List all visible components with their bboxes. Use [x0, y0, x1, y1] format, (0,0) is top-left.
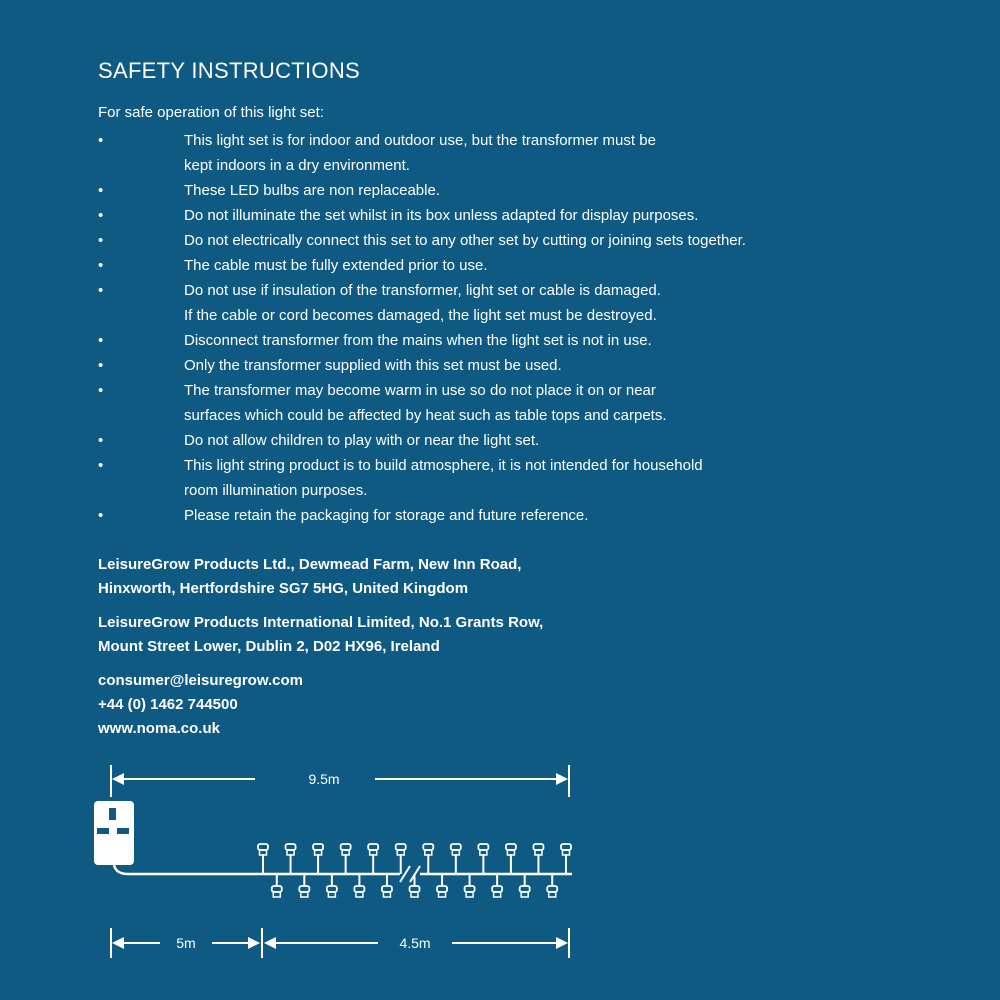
safety-rule-text: The cable must be fully extended prior to use.	[184, 257, 488, 274]
intro-text: For safe operation of this light set:	[98, 104, 324, 121]
total-length-dimension	[111, 765, 569, 797]
contact-phone: +44 (0) 1462 744500	[98, 696, 238, 713]
safety-rule-text: Disconnect transformer from the mains when the light set is not in use.	[184, 332, 652, 349]
safety-rule-text: These LED bulbs are non replaceable.	[184, 182, 440, 199]
led-bulb-icon	[410, 874, 420, 897]
lit-arrow-right-icon	[556, 937, 568, 949]
contact-email: consumer@leisuregrow.com	[98, 672, 303, 689]
led-bulb-icon	[533, 844, 543, 874]
lit-length-label: 4.5m	[399, 935, 431, 951]
arrow-left-icon	[112, 773, 124, 785]
lead-length-label: 5m	[176, 935, 196, 951]
contact-website: www.noma.co.uk	[98, 720, 220, 737]
safety-rule-text: Do not illuminate the set whilst in its box unless adapted for display purposes.	[184, 207, 699, 224]
led-bulb-icon	[478, 844, 488, 874]
bullet-icon: •	[98, 507, 104, 524]
ie-address-line-2: Mount Street Lower, Dublin 2, D02 HX96, Ireland	[98, 638, 440, 655]
led-bulb-icon	[506, 844, 516, 874]
bullet-icon: •	[98, 232, 104, 249]
led-bulb-icon	[423, 844, 433, 874]
led-bulb-icon	[299, 874, 309, 897]
lead-arrow-right-icon	[248, 937, 260, 949]
safety-rule-text: Only the transformer supplied with this set must be used.	[184, 357, 562, 374]
ie-address-line-1: LeisureGrow Products International Limited, No.1 Grants Row,	[98, 614, 544, 631]
led-bulb-icon	[547, 874, 557, 897]
bullet-icon: •	[98, 207, 104, 224]
arrow-right-icon	[556, 773, 568, 785]
lit-arrow-left-icon	[264, 937, 276, 949]
led-bulb-icon	[561, 844, 571, 874]
bullet-icon: •	[98, 182, 104, 199]
total-length-label: 9.5m	[308, 771, 340, 787]
safety-rule-text: Do not allow children to play with or near the light set.	[184, 432, 540, 449]
led-bulb-icon	[465, 874, 475, 897]
bullet-icon: •	[98, 132, 104, 149]
led-bulbs	[258, 844, 571, 897]
safety-rule-text: This light set is for indoor and outdoor use, but the transformer must be kept indoors in a dry environment.	[184, 132, 656, 174]
safety-rule-text: Do not electrically connect this set to any other set by cutting or joining sets together.	[184, 232, 746, 249]
safety-rule-text: Do not use if insulation of the transformer, light set or cable is damaged. If the cable or cord becomes damaged, the light set must be destroyed.	[184, 282, 661, 324]
bullet-icon: •	[98, 282, 104, 299]
led-bulb-icon	[258, 844, 268, 874]
bullet-icon: •	[98, 357, 104, 374]
led-bulb-icon	[520, 874, 530, 897]
transformer-plug-icon	[94, 801, 134, 865]
led-bulb-icon	[492, 874, 502, 897]
led-bulb-icon	[368, 844, 378, 874]
led-bulb-icon	[327, 874, 337, 897]
bullet-icon: •	[98, 382, 104, 399]
bullet-icon: •	[98, 332, 104, 349]
safety-rule-text: The transformer may become warm in use so do not place it on or near surfaces which could be affected by heat such as table tops and carpets.	[184, 382, 667, 424]
safety-rule-text: This light string product is to build atmosphere, it is not intended for household room illumination purposes.	[184, 457, 703, 499]
bullet-icon: •	[98, 257, 104, 274]
led-bulb-icon	[313, 844, 323, 874]
lead-arrow-left-icon	[112, 937, 124, 949]
bullet-icon: •	[98, 457, 104, 474]
uk-address-line-2: Hinxworth, Hertfordshire SG7 5HG, United Kingdom	[98, 580, 469, 597]
bullet-icon: •	[98, 432, 104, 449]
led-bulb-icon	[451, 844, 461, 874]
led-bulb-icon	[437, 874, 447, 897]
led-bulb-icon	[272, 874, 282, 897]
led-bulb-icon	[286, 844, 296, 874]
led-bulb-icon	[354, 874, 364, 897]
led-bulb-icon	[382, 874, 392, 897]
safety-rule-text: Please retain the packaging for storage and future reference.	[184, 507, 589, 524]
page-title: SAFETY INSTRUCTIONS	[98, 58, 360, 83]
lead-cable	[114, 865, 400, 874]
led-bulb-icon	[396, 844, 406, 874]
led-bulb-icon	[341, 844, 351, 874]
uk-address-line-1: LeisureGrow Products Ltd., Dewmead Farm, New Inn Road,	[98, 556, 522, 573]
